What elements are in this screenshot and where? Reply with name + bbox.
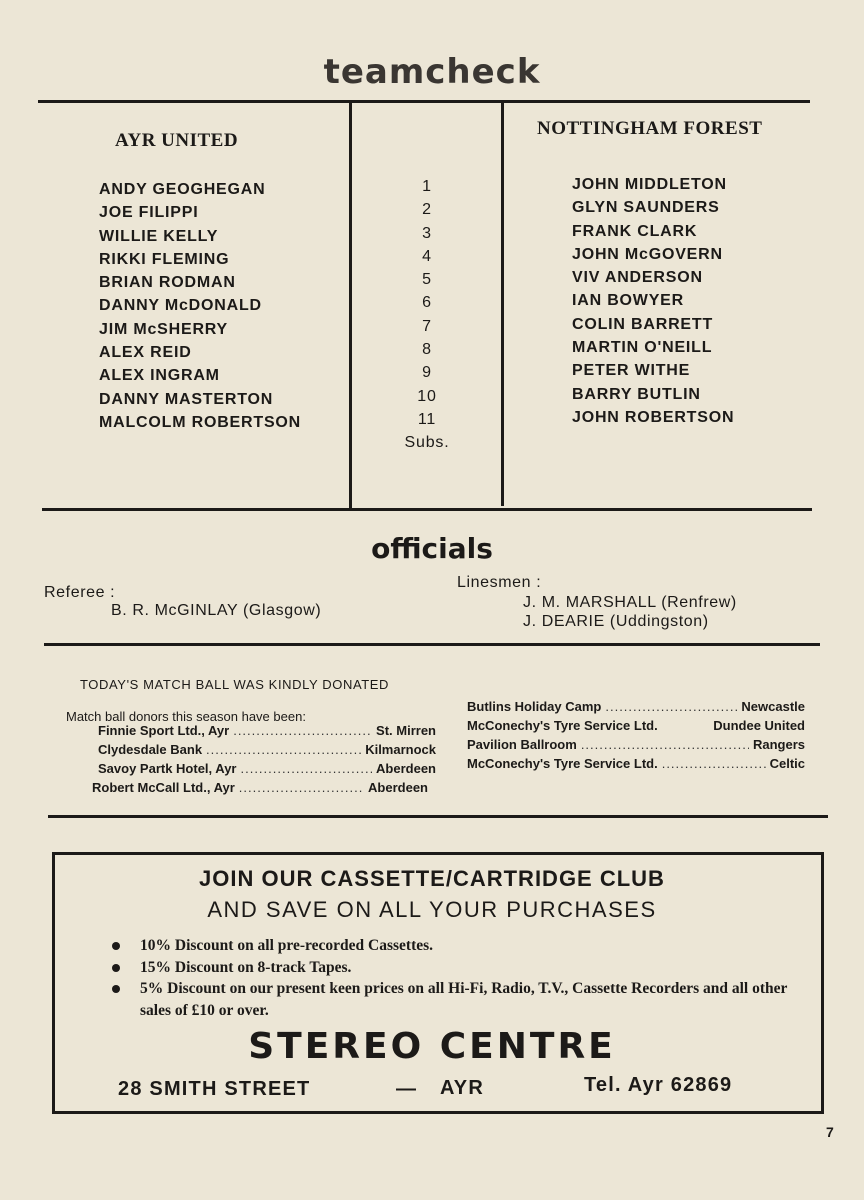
home-player: WILLIE KELLY <box>99 227 219 245</box>
home-team-list <box>99 178 339 434</box>
home-player: ALEX INGRAM <box>99 367 220 385</box>
donor-row <box>467 697 805 716</box>
shirt-number: 9 <box>422 364 432 382</box>
home-player: DANNY McDONALD <box>99 297 262 315</box>
subs-label: Subs. <box>404 434 450 452</box>
donor-row <box>98 740 436 759</box>
divider <box>42 508 812 511</box>
shirt-number: 11 <box>417 410 437 428</box>
away-player: BARRY BUTLIN <box>572 385 701 403</box>
bullet-icon <box>112 942 120 950</box>
linesmen-label: Linesmen : <box>457 574 542 591</box>
advert-bullet: 5% Discount on our present keen prices on all Hi-Fi, Radio, T.V., Cassette Recorders and all other sales of £10 or over. <box>112 978 792 1021</box>
bullet-icon <box>112 985 120 993</box>
advert-bullet: 10% Discount on all pre-recorded Cassettes. <box>112 935 792 957</box>
away-player: JOHN MIDDLETON <box>572 176 727 193</box>
home-player: BRIAN RODMAN <box>99 274 236 292</box>
donor-name: Pavilion Ballroom <box>467 737 577 752</box>
shirt-number: 3 <box>422 224 432 242</box>
store-phone: Tel. Ayr 62869 <box>584 1074 733 1096</box>
home-player: RIKKI FLEMING <box>99 250 230 268</box>
shirt-number-list <box>395 175 459 455</box>
away-player: GLYN SAUNDERS <box>572 199 720 217</box>
donor-name: McConechy's Tyre Service Ltd. <box>467 718 658 733</box>
home-player: JOE FILIPPI <box>99 204 199 222</box>
linesman-name: J. DEARIE (Uddingston) <box>523 613 709 630</box>
away-player: PETER WITHE <box>572 362 691 380</box>
donor-row <box>467 716 805 735</box>
donor-match: Rangers <box>752 737 805 752</box>
shirt-number: 4 <box>422 247 432 265</box>
officials-title: officials <box>371 532 493 565</box>
shirt-number: 1 <box>422 178 432 195</box>
home-player: MALCOLM ROBERTSON <box>99 413 302 431</box>
away-player: IAN BOWYER <box>572 292 684 310</box>
away-team-name: NOTTINGHAM FOREST <box>537 118 763 139</box>
divider <box>48 815 828 818</box>
store-address: 28 SMITH STREET <box>118 1078 311 1100</box>
donor-list-left <box>92 721 436 797</box>
advert-headline: JOIN OUR CASSETTE/CARTRIDGE CLUB <box>199 866 665 891</box>
donor-row <box>92 778 428 797</box>
donor-match: Aberdeen <box>376 761 436 776</box>
referee-label: Referee : <box>44 584 116 601</box>
donor-row <box>98 759 436 778</box>
page-number: 7 <box>826 1124 834 1140</box>
donor-list-right <box>467 697 805 773</box>
away-player: JOHN McGOVERN <box>572 245 723 263</box>
home-team-name: AYR UNITED <box>115 130 239 151</box>
shirt-number: 8 <box>422 341 432 359</box>
away-player: MARTIN O'NEILL <box>572 339 713 357</box>
donor-name: McConechy's Tyre Service Ltd. <box>467 756 658 771</box>
address-dash: — <box>396 1078 418 1100</box>
shirt-number: 2 <box>422 201 432 219</box>
store-town: AYR <box>440 1077 484 1099</box>
advert-bullet: 15% Discount on 8-track Tapes. <box>112 957 792 979</box>
donor-match: St. Mirren <box>376 723 436 738</box>
donor-name: Robert McCall Ltd., Ayr <box>92 780 235 795</box>
column-divider <box>501 102 504 506</box>
donor-match: Celtic <box>769 756 805 771</box>
donor-row <box>467 735 805 754</box>
match-ball-intro: Match ball donors this season have been: <box>66 709 306 724</box>
store-name: STEREO CENTRE <box>248 1026 616 1067</box>
home-player: ALEX REID <box>99 344 192 362</box>
donor-row <box>467 754 805 773</box>
donor-name: Butlins Holiday Camp <box>467 699 602 714</box>
donor-name: Clydesdale Bank <box>98 742 203 757</box>
donor-match: Kilmarnock <box>365 742 436 757</box>
bullet-icon <box>112 964 120 972</box>
away-player: COLIN BARRETT <box>572 315 714 333</box>
away-player: FRANK CLARK <box>572 222 698 240</box>
shirt-number: 5 <box>422 271 432 289</box>
shirt-number: 7 <box>422 317 432 335</box>
donor-match: Aberdeen <box>368 780 428 795</box>
home-player: ANDY GEOGHEGAN <box>99 181 266 198</box>
donor-match: Dundee United <box>713 718 805 733</box>
away-player: VIV ANDERSON <box>572 269 703 287</box>
shirt-number: 10 <box>417 387 437 405</box>
advert-subheadline: AND SAVE ON ALL YOUR PURCHASES <box>207 897 657 922</box>
linesman-name: J. M. MARSHALL (Renfrew) <box>523 594 737 611</box>
away-team-list <box>572 173 802 429</box>
home-player: DANNY MASTERTON <box>99 390 274 408</box>
away-player: JOHN ROBERTSON <box>572 408 735 426</box>
donor-name: Savoy Partk Hotel, Ayr <box>98 761 237 776</box>
donor-match: Newcastle <box>741 699 805 714</box>
advert-bullet-list <box>112 935 792 1021</box>
page-title: teamcheck <box>323 52 541 92</box>
home-player: JIM McSHERRY <box>99 320 229 338</box>
donor-name: Finnie Sport Ltd., Ayr <box>98 723 230 738</box>
donor-row <box>98 721 436 740</box>
divider <box>38 100 810 103</box>
shirt-number: 6 <box>422 294 432 312</box>
divider <box>44 643 820 646</box>
column-divider <box>349 102 352 510</box>
referee-name: B. R. McGINLAY (Glasgow) <box>111 602 322 619</box>
match-ball-heading: TODAY'S MATCH BALL WAS KINDLY DONATED <box>80 677 390 692</box>
